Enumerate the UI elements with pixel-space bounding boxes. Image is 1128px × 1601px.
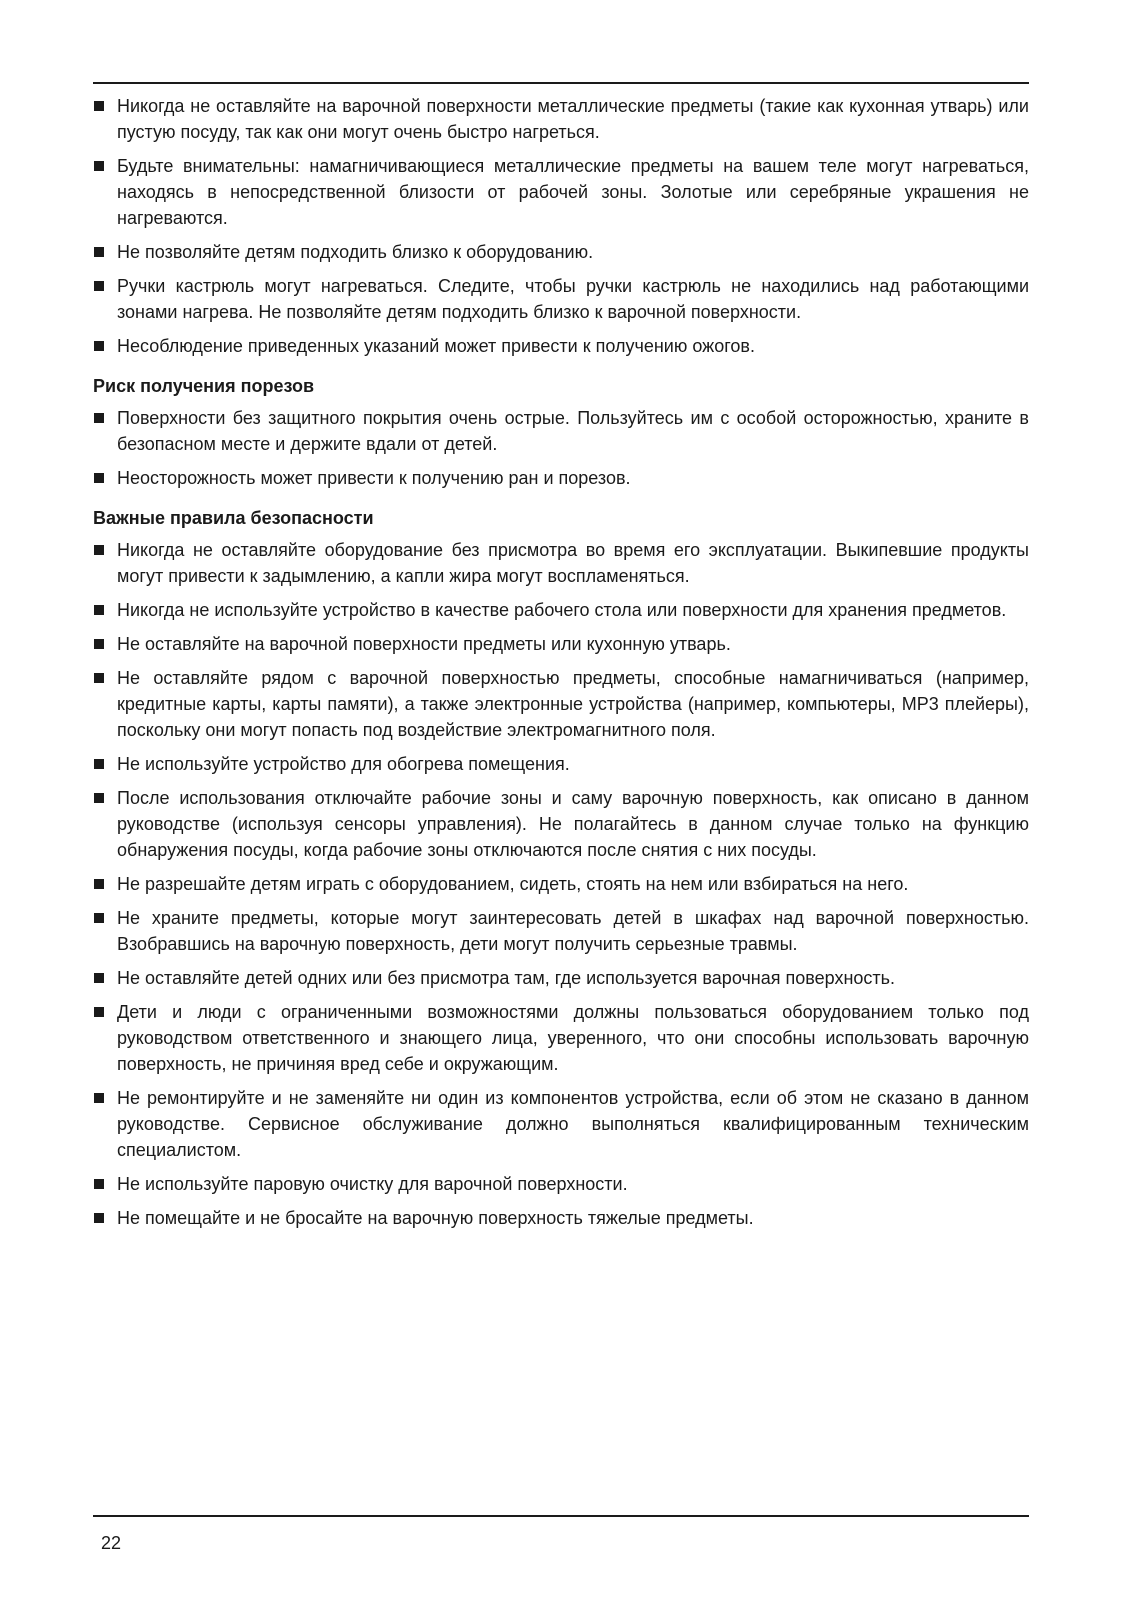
list-item — [93, 597, 1029, 623]
fire-risk-list — [93, 93, 1029, 359]
list-item — [93, 239, 1029, 265]
list-item-text: Поверхности без защитного покрытия очень острые. Пользуйтесь им с особой осторожностью, храните в безопасном месте и держите вдали от детей. — [117, 408, 1029, 454]
list-item — [93, 405, 1029, 457]
list-item — [93, 1171, 1029, 1197]
list-item-text: Никогда не используйте устройство в качестве рабочего стола или поверхности для хранения предметов. — [117, 600, 1007, 620]
list-item — [93, 1085, 1029, 1163]
cuts-risk-list — [93, 405, 1029, 491]
bullet-square-icon — [94, 1179, 104, 1189]
list-item — [93, 965, 1029, 991]
list-item — [93, 631, 1029, 657]
list-item-text: Не храните предметы, которые могут заинтересовать детей в шкафах над варочной поверхностью. Взобравшись на варочную поверхность, дети могут получить серьезные травмы. — [117, 908, 1029, 954]
section-heading-cuts: Риск получения порезов — [93, 376, 315, 396]
list-item — [93, 905, 1029, 957]
top-rule — [93, 82, 1029, 84]
list-item-text: Не разрешайте детям играть с оборудованием, сидеть, стоять на нем или взбираться на него. — [117, 874, 909, 894]
list-item — [93, 871, 1029, 897]
list-item — [93, 153, 1029, 231]
bullet-square-icon — [94, 413, 104, 423]
list-item — [93, 1205, 1029, 1231]
list-item — [93, 465, 1029, 491]
bullet-square-icon — [94, 793, 104, 803]
list-item-text: Не ремонтируйте и не заменяйте ни один из компонентов устройства, если об этом не сказано в данном руководстве. Сервисное обслуживание должно выполняться квалифицированным техническим специалистом. — [117, 1088, 1029, 1160]
bullet-square-icon — [94, 1093, 104, 1103]
list-item-text: Будьте внимательны: намагничивающиеся металлические предметы на вашем теле могут нагреваться, находясь в непосредственной близости от рабочей зоны. Золотые или серебряные украшения не нагреваются. — [117, 156, 1029, 228]
list-item — [93, 333, 1029, 359]
list-item — [93, 999, 1029, 1077]
list-item-text: Несоблюдение приведенных указаний может привести к получению ожогов. — [117, 336, 755, 356]
list-item-text: Дети и люди с ограниченными возможностями должны пользоваться оборудованием только под руководством ответственного и знающего лица, уверенного, что они способны использовать варочную поверхность, не причиняя вред себе и окружающим. — [117, 1002, 1029, 1074]
list-item-text: Не позволяйте детям подходить близко к оборудованию. — [117, 242, 594, 262]
bullet-square-icon — [94, 341, 104, 351]
list-item-text: Не помещайте и не бросайте на варочную поверхность тяжелые предметы. — [117, 1208, 754, 1228]
section-heading-safety: Важные правила безопасности — [93, 508, 374, 528]
list-item-text: Неосторожность может привести к получению ран и порезов. — [117, 468, 631, 488]
bullet-square-icon — [94, 101, 104, 111]
page-number: 22 — [101, 1533, 122, 1553]
list-item-text: После использования отключайте рабочие зоны и саму варочную поверхность, как описано в данном руководстве (используя сенсоры управления). Не полагайтесь в данном случае только на функцию обнаружения посуды, когда рабочие зоны отключаются после снятия с них посуды. — [117, 788, 1029, 860]
list-item-text: Не оставляйте рядом с варочной поверхностью предметы, способные намагничиваться (например, кредитные карты, карты памяти), а также электронные устройства (например, компьютеры, МР3 плейеры), поскольку они могут попасть под воздействие электромагнитного поля. — [117, 668, 1029, 740]
list-item — [93, 537, 1029, 589]
bullet-square-icon — [94, 759, 104, 769]
list-item-text: Никогда не оставляйте на варочной поверхности металлические предметы (такие как кухонная утварь) или пустую посуду, так как они могут очень быстро нагреться. — [117, 96, 1029, 142]
bullet-square-icon — [94, 545, 104, 555]
list-item — [93, 665, 1029, 743]
bullet-square-icon — [94, 639, 104, 649]
list-item-text: Не оставляйте на варочной поверхности предметы или кухонную утварь. — [117, 634, 731, 654]
list-item-text: Не оставляйте детей одних или без присмотра там, где используется варочная поверхность. — [117, 968, 896, 988]
bullet-square-icon — [94, 605, 104, 615]
list-item — [93, 751, 1029, 777]
bullet-square-icon — [94, 879, 104, 889]
bullet-square-icon — [94, 673, 104, 683]
bottom-rule — [93, 1515, 1029, 1517]
bullet-square-icon — [94, 1007, 104, 1017]
bullet-square-icon — [94, 161, 104, 171]
safety-rules-list — [93, 537, 1029, 1231]
list-item — [93, 273, 1029, 325]
list-item — [93, 93, 1029, 145]
list-item-text: Не используйте паровую очистку для варочной поверхности. — [117, 1174, 628, 1194]
bullet-square-icon — [94, 473, 104, 483]
list-item-text: Не используйте устройство для обогрева помещения. — [117, 754, 570, 774]
list-item — [93, 785, 1029, 863]
bullet-square-icon — [94, 973, 104, 983]
list-item-text: Ручки кастрюль могут нагреваться. Следите, чтобы ручки кастрюль не находились над работающими зонами нагрева. Не позволяйте детям подходить близко к варочной поверхности. — [117, 276, 1029, 322]
bullet-square-icon — [94, 1213, 104, 1223]
list-item-text: Никогда не оставляйте оборудование без присмотра во время его эксплуатации. Выкипевшие продукты могут привести к задымлению, а капли жира могут воспламеняться. — [117, 540, 1029, 586]
bullet-square-icon — [94, 913, 104, 923]
bullet-square-icon — [94, 281, 104, 291]
bullet-square-icon — [94, 247, 104, 257]
page-content — [93, 93, 1029, 1239]
